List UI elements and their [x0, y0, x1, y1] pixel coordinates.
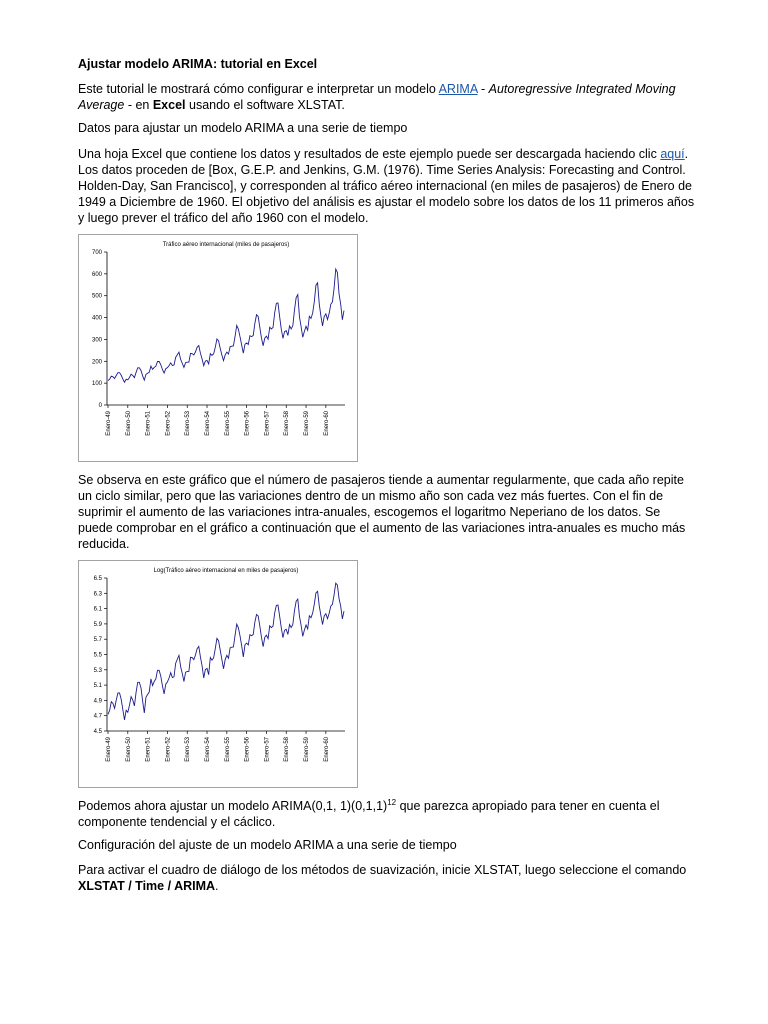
x-tick-label: Enero-49 [106, 736, 112, 762]
chart-title: Tráfico aéreo internacional (miles de pasajeros) [162, 241, 290, 248]
data-text: Una hoja Excel que contiene los datos y resultados de este ejemplo puede ser descargada haciendo clic [78, 146, 661, 161]
x-tick-label: Enero-60 [323, 736, 330, 762]
model-text: que parezca apropiado para tener en cuenta el componente tendencial y el cáclico. [78, 798, 660, 829]
config-text: . [215, 879, 219, 894]
y-tick-label: 4.5 [93, 728, 102, 735]
config-text: Para activar el cuadro de diálogo de los métodos de suavización, inicie XLSTAT, luego seleccione el comando [78, 863, 687, 878]
x-tick-label: Enero-50 [125, 736, 132, 762]
y-tick-label: 5.5 [93, 652, 102, 659]
chart-passengers-svg [79, 235, 357, 461]
x-tick-label: Enero-57 [264, 736, 271, 762]
intro-paragraph [78, 81, 698, 113]
intro-text: Este tutorial le mostrará cómo configurar e interpretar un modelo [78, 82, 439, 96]
intro-text: - en [124, 98, 153, 113]
y-tick-label: 5.3 [93, 667, 102, 674]
intro-text: usando el software XLSTAT. [185, 98, 345, 113]
y-tick-label: 500 [91, 293, 102, 300]
x-tick-label: Enero-55 [224, 410, 231, 436]
series-line [108, 583, 344, 720]
y-tick-label: 4.7 [93, 713, 102, 720]
x-tick-label: Enero-50 [125, 410, 132, 436]
x-tick-label: Enero-51 [145, 410, 152, 436]
y-tick-label: 100 [91, 380, 102, 387]
intro-italic-text: Autoregressive Integrated Moving Average [78, 82, 676, 113]
y-tick-label: 6.1 [93, 606, 102, 613]
x-tick-label: Enero-55 [224, 736, 231, 762]
x-tick-label: Enero-56 [244, 736, 251, 762]
y-tick-label: 4.9 [93, 698, 102, 705]
config-paragraph [78, 862, 698, 894]
y-tick-label: 200 [91, 358, 102, 365]
y-tick-label: 300 [91, 337, 102, 344]
x-tick-label: Enero-59 [304, 410, 311, 436]
x-tick-label: Enero-53 [185, 736, 192, 762]
x-tick-label: Enero-53 [185, 410, 192, 436]
x-tick-label: Enero-52 [165, 736, 172, 762]
menu-command-text: XLSTAT / Time / ARIMA [78, 879, 216, 894]
y-tick-label: 400 [91, 315, 102, 322]
model-paragraph [78, 798, 698, 830]
y-tick-label: 700 [91, 249, 102, 256]
x-tick-label: Enero-56 [244, 410, 251, 436]
model-text: Podemos ahora ajustar un modelo ARIMA(0,1, 1)(0,1,1) [78, 798, 388, 813]
page-title: Ajustar modelo ARIMA: tutorial en Excel [78, 57, 318, 71]
y-tick-label: 600 [91, 271, 102, 278]
x-tick-label: Enero-52 [165, 410, 172, 436]
download-link[interactable]: aquí [660, 146, 685, 161]
observation-paragraph: Se observa en este gráfico que el número de pasajeros tiende a aumentar regularmente, que cada año repite un ciclo similar, pero que las variaciones dentro de un mismo año son cada vez más fuertes. Con el fin de suprimir el aumento de las variaciones intra-anuales, escogemos el logaritmo Neperiano de los datos. Se puede comprobar en el gráfico a continuación que el aumento de las variaciones intra-anuales es mucho más reducida. [78, 472, 686, 552]
series-line [108, 269, 344, 382]
y-tick-label: 5.1 [93, 682, 102, 689]
section-heading-config: Configuración del ajuste de un modelo ARIMA a una serie de tiempo [78, 838, 457, 853]
x-tick-label: Enero-58 [284, 736, 291, 762]
x-tick-label: Enero-57 [264, 410, 271, 436]
intro-text: - [477, 82, 489, 96]
chart-log-passengers-svg [79, 561, 357, 787]
document-body [78, 56, 698, 902]
x-tick-label: Enero-58 [284, 410, 291, 436]
chart-log-passengers [78, 560, 358, 788]
x-tick-label: Enero-54 [205, 736, 212, 762]
data-paragraph [78, 146, 698, 227]
seasonal-period-superscript: 12 [387, 797, 397, 807]
x-tick-label: Enero-59 [304, 736, 311, 762]
chart-title: Log(Tráfico aéreo internacional en miles de pasajeros) [153, 567, 299, 574]
intro-bold-text: Excel [152, 98, 186, 113]
x-tick-label: Enero-54 [205, 410, 212, 436]
x-tick-label: Enero-51 [145, 736, 152, 762]
y-tick-label: 6.3 [93, 590, 102, 597]
x-tick-label: Enero-60 [323, 410, 330, 436]
y-tick-label: 6.5 [93, 575, 102, 582]
data-text: . Los datos proceden de [Box, G.E.P. and Jenkins, G.M. (1976). Time Series Analysis: Forecasting and Control. Holden-Day, San Francisco], y corresponden al tráfico aéreo internacional (en miles de pasajeros) de Enero de 1949 a Diciembre de 1960. El objetivo del análisis es ajustar el modelo sobre los datos de los 11 primeros años y luego prever el tráfico del año 1960 con el modelo. [78, 146, 695, 226]
y-tick-label: 5.7 [93, 636, 102, 643]
chart-passengers [78, 234, 358, 462]
arima-link[interactable]: ARIMA [438, 82, 478, 96]
y-tick-label: 5.9 [93, 621, 102, 628]
y-tick-label: 0 [98, 402, 102, 409]
x-tick-label: Enero-49 [106, 410, 112, 436]
section-heading-data: Datos para ajustar un modelo ARIMA a una serie de tiempo [78, 121, 408, 136]
